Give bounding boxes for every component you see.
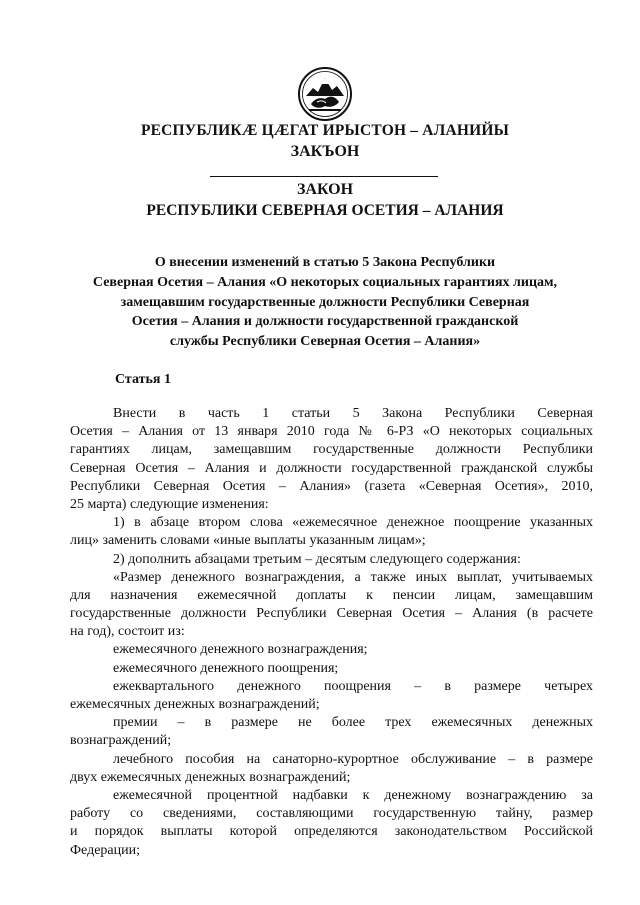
law-title-line: замещавшим государственные должности Республики Северная [120,294,530,310]
header-divider [210,176,438,177]
law-title-line: Осетия – Алания и должности государственной гражданской [131,314,519,330]
body-line: ежемесячного денежного вознаграждения; [113,642,368,658]
body-line: ежеквартального денежного поощрения – в размере четырех [113,678,593,694]
body-line: на год), состоит из: [70,624,185,640]
body-line: 25 марта) следующие изменения: [70,496,269,512]
republic-name-ossetian: РЕСПУБЛИКӔ ЦӔГАТ ИРЫСТОН – АЛАНИЙЫ [140,122,510,139]
body-line: государственные должности Республики Северная Осетия – Алания (в расчете [70,606,593,622]
body-line: гарантиях лицам, замещавшим государственные должности Республики [70,442,593,458]
body-line: работу со сведениями, составляющими государственную тайну, размер [70,806,593,822]
body-line: и порядок выплаты которой определяются законодательством Российской [70,824,593,840]
body-line: «Размер денежного вознаграждения, а также иных выплат, учитываемых [113,569,593,585]
body-line: премии – в размере не более трех ежемесячных денежных [113,715,593,731]
law-title-line: О внесении изменений в статью 5 Закона Республики [154,255,496,270]
body-line: ежемесячной процентной надбавки к денежному вознаграждению за [113,787,593,803]
law-heading-russian: ЗАКОН [296,181,354,198]
body-line: для назначения ежемесячной доплаты к пенсии лицам, замещавшим [70,587,593,603]
law-title [60,253,590,352]
body-line: 2) дополнить абзацами третьим – десятым следующего содержания: [113,551,521,567]
body-line: Федерации; [70,842,141,858]
article-heading: Статья 1 [115,372,171,387]
republic-name-russian: РЕСПУБЛИКИ СЕВЕРНАЯ ОСЕТИЯ – АЛАНИЯ [146,202,504,219]
body-line: вознаграждений; [70,733,172,749]
body-line: ежемесячного денежного поощрения; [113,660,339,676]
body-line: ежемесячных денежных вознаграждений; [70,697,320,712]
law-title-line: Северная Осетия – Алания «О некоторых социальных гарантиях лицам, [92,274,558,290]
coat-of-arms-emblem [297,66,353,122]
body-line: 1) в абзаце втором слова «ежемесячное денежное поощрение указанных [113,515,593,531]
law-heading-ossetian: ЗАКЪОН [290,143,360,160]
article-body [70,405,593,860]
body-line: Северная Осетия – Алания и должности государственной гражданской службы [70,460,593,476]
body-line: двух ежемесячных денежных вознаграждений; [70,769,351,785]
body-line: лиц» заменить словами «иные выплаты указанным лицам»; [70,533,426,549]
body-line: Республики Северная Осетия – Алания» (газета «Северная Осетия», 2010, [70,478,593,494]
law-title-line: службы Республики Северная Осетия – Алания» [169,334,481,350]
body-line: лечебного пособия на санаторно-курортное обслуживание – в размере [113,751,593,767]
body-line: Осетия – Алания от 13 января 2010 года № 6-РЗ «О некоторых социальных [70,424,593,440]
body-line: Внести в часть 1 статьи 5 Закона Республики Северная [113,406,593,421]
